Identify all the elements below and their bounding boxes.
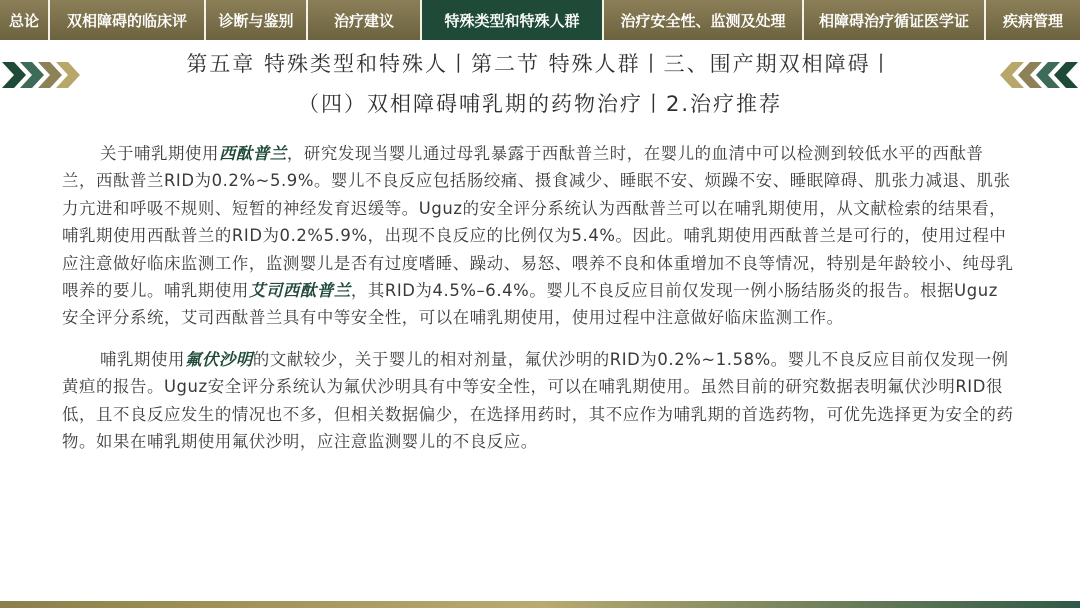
drug-name-fluvoxamine: 氟伏沙明 <box>184 349 253 369</box>
paragraph-fluvoxamine: 哺乳期使用氟伏沙明的文献较少，关于婴儿的相对剂量，氟伏沙明的RID为0.2%~1.58%。婴儿不良反应目前仅发现一例黄疸的报告。Uguz安全评分系统认为氟伏沙明具有中等安全性，可以在哺乳期使用。虽然目前的研究数据表明氟伏沙明RID很低，且不良反应发生的情况也不多，但相关数据偏少，在选择用药时，其不应作为哺乳期的首选药物，可优先选择更为安全的药物。如果在哺乳期使用氟伏沙明，应注意监测婴儿的不良反应。 <box>62 349 1014 452</box>
paragraph-citalopram: 关于哺乳期使用西酞普兰，研究发现当婴儿通过母乳暴露于西酞普兰时，在婴儿的血清中可以检测到较低水平的西酞普兰，西酞普兰RID为0.2%~5.9%。婴儿不良反应包括肠绞痛、摄食减少、睡眠不安、烦躁不安、睡眠障碍、肌张力减退、肌张力亢进和呼吸不规则、短暂的神经发育迟缓等。Uguz的安全评分系统认为西酞普兰可以在哺乳期使用，从文献检索的结果看，哺乳期使用西酞普兰的RID为0.2%5.9%，出现不良反应的比例仅为5.4%。因此。哺乳期使用西酞普兰是可行的，使用过程中应注意做好临床监测工作，监测婴儿是否有过度嗜睡、躁动、易怒、喂养不良和体重增加不良等情况，特别是年龄较小、纯母乳喂养的要儿。哺乳期使用艾司西酞普兰，其RID为4.5%–6.4%。婴儿不良反应目前仅发现一例小肠结肠炎的报告。根据Uguz安全评分系统，艾司西酞普兰具有中等安全性，可以在哺乳期使用，使用过程中注意做好临床监测工作。 <box>62 144 1014 328</box>
left-chevrons-icon <box>2 62 82 88</box>
tab-clinical-assessment[interactable]: 双相障碍的临床评 <box>50 0 206 40</box>
tab-diagnosis[interactable]: 诊断与鉴别 <box>206 0 308 40</box>
drug-name-escitalopram: 艾司西酞普兰 <box>248 281 351 301</box>
section-heading-line2: （四）双相障碍哺乳期的药物治疗丨2.治疗推荐 <box>297 92 783 116</box>
bottom-accent-bar <box>0 601 1080 608</box>
section-heading-line1: 第五章 特殊类型和特殊人丨第二节 特殊人群丨三、围产期双相障碍丨 <box>186 52 894 76</box>
tab-evidence[interactable]: 相障碍治疗循证医学证 <box>804 0 986 40</box>
tab-treatment[interactable]: 治疗建议 <box>308 0 422 40</box>
main-content <box>62 140 1014 469</box>
tab-special-populations[interactable]: 特殊类型和特殊人群 <box>422 0 604 40</box>
tab-disease-management[interactable]: 疾病管理 <box>986 0 1080 40</box>
top-navigation <box>0 0 1080 40</box>
tab-overview[interactable]: 总论 <box>0 0 50 40</box>
right-chevrons-icon <box>998 62 1078 88</box>
tab-safety-monitoring[interactable]: 治疗安全性、监测及处理 <box>604 0 804 40</box>
drug-name-citalopram: 西酞普兰 <box>218 144 287 163</box>
